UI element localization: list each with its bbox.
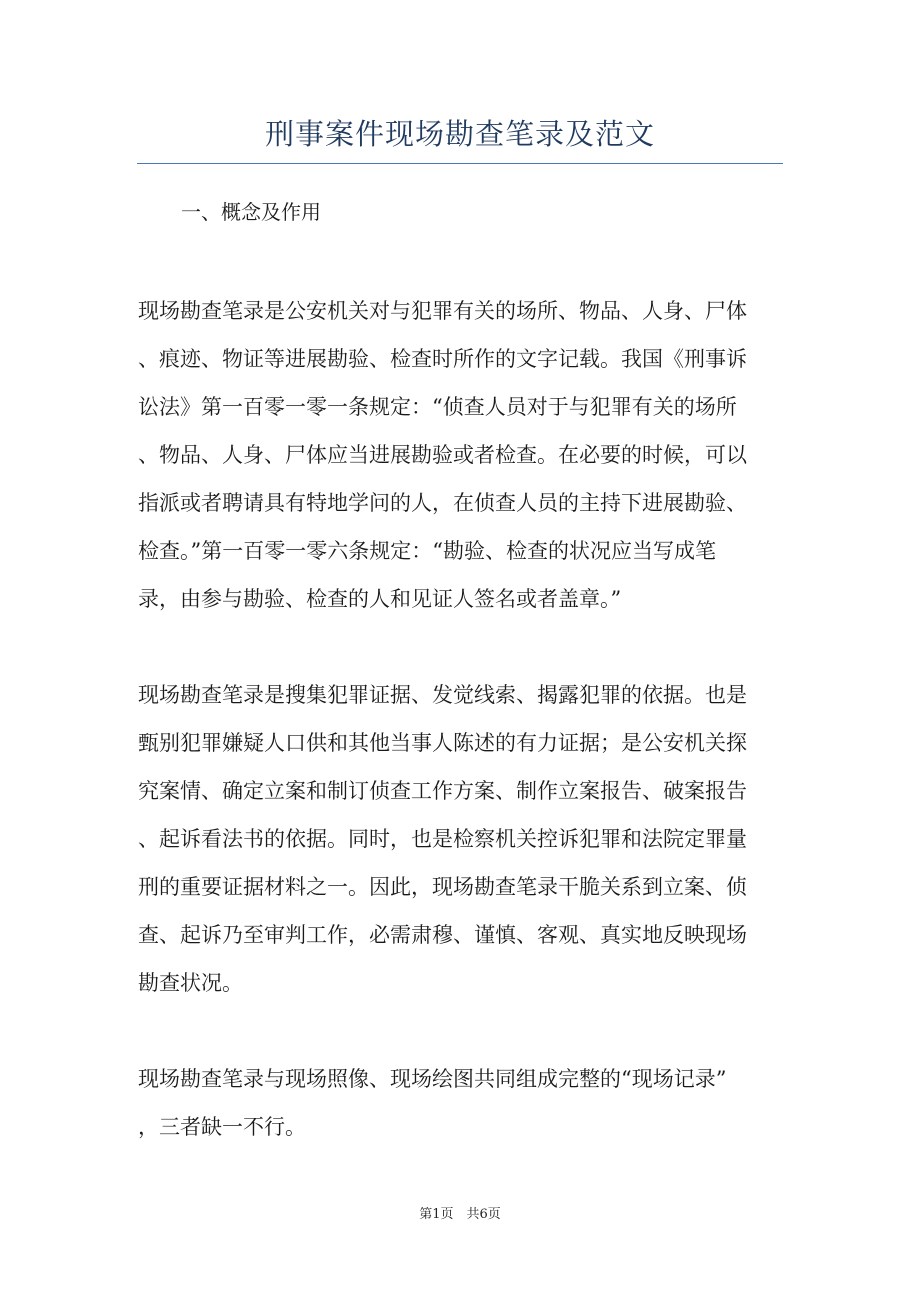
paragraph-line: 刑的重要证据材料之一。因此，现场勘查笔录干脆关系到立案、侦 bbox=[138, 875, 747, 899]
paragraph-line: ，三者缺一不行。 bbox=[138, 1115, 306, 1139]
paragraph-line: 、起诉看法书的依据。同时，也是检察机关控诉犯罪和法院定罪量 bbox=[138, 827, 747, 851]
paragraph-line: 录，由参与勘验、检查的人和见证人签名或者盖章。” bbox=[138, 587, 622, 611]
paragraph-line: 现场勘查笔录与现场照像、现场绘图共同组成完整的“现场记录” bbox=[138, 1067, 727, 1091]
section-heading: 一、概念及作用 bbox=[181, 200, 321, 224]
paragraph-line: 查、起诉乃至审判工作，必需肃穆、谨慎、客观、真实地反映现场 bbox=[138, 923, 747, 947]
paragraph-line: 现场勘查笔录是搜集犯罪证据、发觉线索、揭露犯罪的依据。也是 bbox=[138, 683, 747, 707]
paragraph-line: 勘查状况。 bbox=[138, 971, 243, 995]
paragraph-line: 、痕迹、物证等进展勘验、检查时所作的文字记载。我国《刑事诉 bbox=[138, 347, 747, 371]
page-footer: 第1页 共6页 bbox=[419, 1207, 501, 1222]
paragraph-line: 现场勘查笔录是公安机关对与犯罪有关的场所、物品、人身、尸体 bbox=[138, 299, 747, 323]
paragraph-line: 讼法》第一百零一零一条规定：“侦查人员对于与犯罪有关的场所 bbox=[138, 395, 737, 419]
paragraph-1 bbox=[138, 287, 747, 623]
paragraph-line: 、物品、人身、尸体应当进展勘验或者检查。在必要的时候，可以 bbox=[138, 443, 747, 467]
title-underline bbox=[137, 163, 783, 164]
document-title: 刑事案件现场勘查笔录及范文 bbox=[264, 117, 655, 151]
paragraph-line: 检查。”第一百零一零六条规定：“勘验、检查的状况应当写成笔 bbox=[138, 539, 716, 563]
paragraph-line: 指派或者聘请具有特地学问的人，在侦查人员的主持下进展勘验、 bbox=[138, 491, 747, 515]
paragraph-2 bbox=[138, 671, 747, 1007]
paragraph-3 bbox=[138, 1055, 726, 1151]
paragraph-line: 甄别犯罪嫌疑人口供和其他当事人陈述的有力证据；是公安机关探 bbox=[138, 731, 747, 755]
paragraph-line: 究案情、确定立案和制订侦查工作方案、制作立案报告、破案报告 bbox=[138, 779, 747, 803]
